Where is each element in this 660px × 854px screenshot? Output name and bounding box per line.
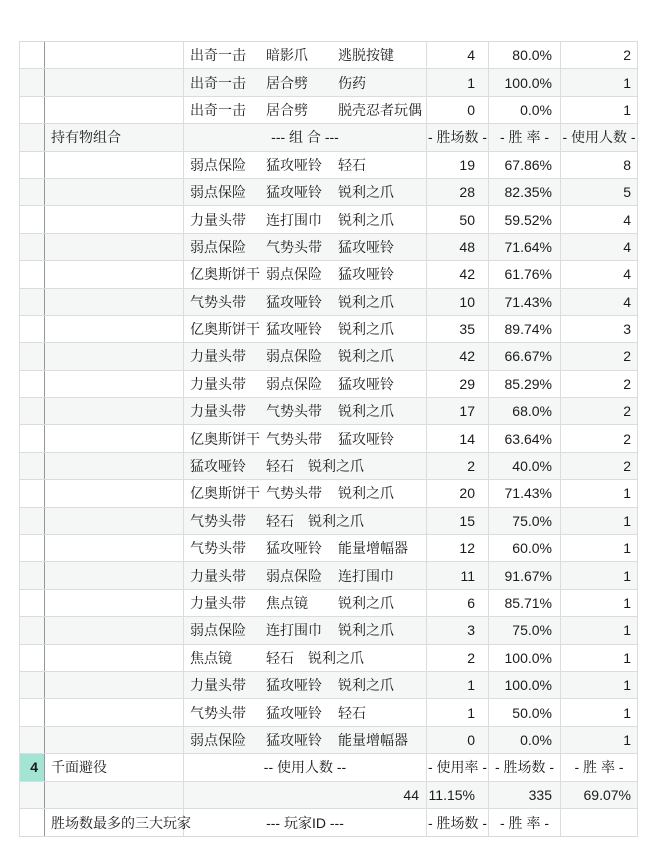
wins-cell: 14 bbox=[427, 425, 489, 451]
users-cell: 1 bbox=[623, 512, 631, 529]
row-number-cell bbox=[20, 672, 45, 698]
item-name: 锐利之爪 bbox=[308, 649, 364, 666]
item-name: 弱点保险 bbox=[190, 156, 246, 173]
combo-cell bbox=[184, 535, 427, 561]
item-name: 弱点保险 bbox=[190, 238, 246, 255]
item-name: 焦点镜 bbox=[190, 649, 232, 666]
row-number-cell bbox=[20, 69, 45, 95]
item-name: 锐利之爪 bbox=[338, 211, 394, 228]
users-cell: 4 bbox=[623, 266, 631, 283]
item-name: 气势头带 bbox=[266, 403, 322, 420]
row-number-cell bbox=[20, 809, 45, 836]
row-number-cell bbox=[20, 699, 45, 725]
item-name: 气势头带 bbox=[190, 512, 246, 529]
table-row bbox=[20, 179, 637, 206]
wins-cell: 10 bbox=[427, 289, 489, 315]
row-number-cell bbox=[20, 179, 45, 205]
users-cell: 2 bbox=[623, 47, 631, 64]
win-rate-cell: 0.0% bbox=[489, 727, 561, 753]
wins-cell: 0 bbox=[427, 727, 489, 753]
users-cell: 8 bbox=[623, 156, 631, 173]
item-name: 锐利之爪 bbox=[338, 485, 394, 502]
group-label-cell bbox=[45, 289, 184, 315]
win-rate-cell: 68.0% bbox=[489, 398, 561, 424]
item-name: 连打围巾 bbox=[266, 211, 322, 228]
combo-cell bbox=[184, 371, 427, 397]
wins-cell: 17 bbox=[427, 398, 489, 424]
group-label-cell bbox=[45, 343, 184, 369]
section-header-row bbox=[20, 809, 637, 836]
mid-value-cell: 44 bbox=[184, 782, 427, 808]
item-name: 锐利之爪 bbox=[338, 293, 394, 310]
win-rate-cell: 89.74% bbox=[489, 316, 561, 342]
group-label-cell bbox=[45, 508, 184, 534]
row-number-cell bbox=[20, 480, 45, 506]
item-name: 锐利之爪 bbox=[338, 348, 394, 365]
item-name: 锐利之爪 bbox=[308, 458, 364, 475]
row-number-cell bbox=[20, 425, 45, 451]
table-row bbox=[20, 371, 637, 398]
win-rate-cell: 60.0% bbox=[489, 535, 561, 561]
item-name: 猛攻哑铃 bbox=[266, 540, 322, 557]
row-number-cell bbox=[20, 535, 45, 561]
section-header-row bbox=[20, 754, 637, 781]
wins-cell: 1 bbox=[427, 699, 489, 725]
combo-header-cell: --- 玩家ID --- bbox=[184, 809, 427, 836]
item-name: 弱点保险 bbox=[266, 375, 322, 392]
wins-cell: 2 bbox=[427, 453, 489, 479]
item-name: 猛攻哑铃 bbox=[266, 321, 322, 338]
wins-cell: 19 bbox=[427, 152, 489, 178]
win-rate-cell: 75.0% bbox=[489, 508, 561, 534]
item-name: 弱点保险 bbox=[190, 184, 246, 201]
group-label-cell bbox=[45, 699, 184, 725]
wins-cell: 6 bbox=[427, 590, 489, 616]
win-rate-cell: 59.52% bbox=[489, 206, 561, 232]
item-name: 锐利之爪 bbox=[338, 184, 394, 201]
wins-cell: 42 bbox=[427, 343, 489, 369]
combo-cell bbox=[184, 42, 427, 68]
column-header-wins: - 胜场数 - bbox=[427, 809, 489, 836]
row-number-cell bbox=[20, 97, 45, 123]
item-name: 弱点保险 bbox=[190, 622, 246, 639]
item-name: 弱点保险 bbox=[266, 348, 322, 365]
row-number-cell bbox=[20, 590, 45, 616]
combo-cell bbox=[184, 562, 427, 588]
column-header-users: - 使用人数 - bbox=[562, 129, 636, 146]
item-name: 猛攻哑铃 bbox=[338, 430, 394, 447]
item-name: 猛攻哑铃 bbox=[338, 238, 394, 255]
item-name: 猛攻哑铃 bbox=[338, 375, 394, 392]
item-name: 轻石 bbox=[338, 156, 366, 173]
users-cell: 4 bbox=[623, 211, 631, 228]
table-row bbox=[20, 289, 637, 316]
group-label-cell bbox=[45, 152, 184, 178]
group-label-cell bbox=[45, 645, 184, 671]
combo-cell bbox=[184, 97, 427, 123]
item-name: 气势头带 bbox=[266, 430, 322, 447]
item-name: 连打围巾 bbox=[338, 567, 394, 584]
group-label-cell bbox=[45, 782, 184, 808]
item-name: 锐利之爪 bbox=[338, 321, 394, 338]
table-row bbox=[20, 425, 637, 452]
wins-cell: 1 bbox=[427, 672, 489, 698]
item-name: 轻石 bbox=[266, 649, 294, 666]
group-label-cell bbox=[45, 206, 184, 232]
column-header-wins: - 胜场数 - bbox=[427, 124, 489, 150]
row-number-cell bbox=[20, 782, 45, 808]
combo-cell bbox=[184, 179, 427, 205]
combo-cell bbox=[184, 508, 427, 534]
row-number-cell bbox=[20, 727, 45, 753]
win-rate-cell: 82.35% bbox=[489, 179, 561, 205]
win-rate-cell: 61.76% bbox=[489, 261, 561, 287]
table-row bbox=[20, 727, 637, 754]
wins-cell: 29 bbox=[427, 371, 489, 397]
wins-cell: 0 bbox=[427, 97, 489, 123]
users-cell: 5 bbox=[623, 184, 631, 201]
item-name: 气势头带 bbox=[190, 704, 246, 721]
combo-cell bbox=[184, 617, 427, 643]
row-number-cell bbox=[20, 234, 45, 260]
win-rate-cell: 0.0% bbox=[489, 97, 561, 123]
wins-cell: 15 bbox=[427, 508, 489, 534]
item-name: 力量头带 bbox=[190, 595, 246, 611]
column-header-rate: - 胜 率 - bbox=[489, 809, 561, 836]
users-cell: 2 bbox=[623, 430, 631, 447]
group-label-cell bbox=[45, 398, 184, 424]
win-rate-cell: 85.29% bbox=[489, 371, 561, 397]
win-rate-cell: 66.67% bbox=[489, 343, 561, 369]
win-rate-cell: 67.86% bbox=[489, 152, 561, 178]
item-name: 气势头带 bbox=[190, 293, 246, 310]
combo-cell bbox=[184, 645, 427, 671]
group-label-cell bbox=[45, 261, 184, 287]
wins-cell: 3 bbox=[427, 617, 489, 643]
column-header-rate: - 胜 率 - bbox=[489, 124, 561, 150]
wins-cell: 11.15% bbox=[427, 782, 489, 808]
item-name: 亿奥斯饼干 bbox=[190, 321, 260, 338]
users-cell: 1 bbox=[623, 540, 631, 557]
item-name: 出奇一击 bbox=[190, 74, 246, 91]
item-name: 轻石 bbox=[266, 458, 294, 475]
users-cell: 2 bbox=[623, 403, 631, 420]
group-label-cell: 千面避役 bbox=[45, 754, 184, 780]
row-number-cell bbox=[20, 343, 45, 369]
users-cell: 4 bbox=[623, 238, 631, 255]
item-name: 锐利之爪 bbox=[338, 677, 394, 694]
group-label-cell bbox=[45, 316, 184, 342]
item-name: 力量头带 bbox=[190, 348, 246, 365]
table-row bbox=[20, 562, 637, 589]
item-name: 猛攻哑铃 bbox=[266, 293, 322, 310]
row-number-cell bbox=[20, 42, 45, 68]
table-row bbox=[20, 316, 637, 343]
item-name: 气势头带 bbox=[190, 540, 246, 557]
group-label-cell bbox=[45, 371, 184, 397]
row-number-cell bbox=[20, 124, 45, 150]
row-number-cell bbox=[20, 645, 45, 671]
table-row bbox=[20, 699, 637, 726]
users-cell: 69.07% bbox=[583, 786, 631, 803]
win-rate-cell: 85.71% bbox=[489, 590, 561, 616]
item-name: 亿奥斯饼干 bbox=[190, 266, 260, 283]
wins-cell: 35 bbox=[427, 316, 489, 342]
table-row bbox=[20, 42, 637, 69]
combo-cell bbox=[184, 343, 427, 369]
wins-cell: 4 bbox=[427, 42, 489, 68]
win-rate-cell: 63.64% bbox=[489, 425, 561, 451]
wins-cell: 11 bbox=[427, 562, 489, 588]
users-cell: 1 bbox=[623, 704, 631, 721]
win-rate-cell: 40.0% bbox=[489, 453, 561, 479]
users-cell: 1 bbox=[623, 677, 631, 694]
row-number-cell bbox=[20, 206, 45, 232]
item-name: 力量头带 bbox=[190, 403, 246, 420]
group-label-cell: 胜场数最多的三大玩家 bbox=[45, 809, 184, 836]
table-row bbox=[20, 261, 637, 288]
item-name: 居合劈 bbox=[266, 74, 308, 91]
item-name: 猛攻哑铃 bbox=[266, 677, 322, 694]
wins-cell: 28 bbox=[427, 179, 489, 205]
table-row bbox=[20, 69, 637, 96]
column-header-users bbox=[561, 809, 637, 836]
users-cell: 1 bbox=[623, 101, 631, 118]
item-name: 逃脱按键 bbox=[338, 47, 394, 64]
item-name: 连打围巾 bbox=[266, 622, 322, 639]
table-row bbox=[20, 672, 637, 699]
item-name: 焦点镜 bbox=[266, 595, 308, 611]
item-name: 锐利之爪 bbox=[308, 512, 364, 529]
win-rate-cell: 335 bbox=[489, 782, 561, 808]
item-name: 猛攻哑铃 bbox=[266, 156, 322, 173]
users-cell: 3 bbox=[623, 321, 631, 338]
wins-cell: 20 bbox=[427, 480, 489, 506]
row-number-cell bbox=[20, 398, 45, 424]
combo-cell bbox=[184, 590, 427, 616]
section-header-row bbox=[20, 124, 637, 151]
table-row bbox=[20, 590, 637, 617]
table-row bbox=[20, 617, 637, 644]
combo-cell bbox=[184, 425, 427, 451]
item-name: 亿奥斯饼干 bbox=[190, 485, 260, 502]
row-number-cell: 4 bbox=[20, 754, 45, 780]
row-number-cell bbox=[20, 316, 45, 342]
column-header-users: - 胜 率 - bbox=[574, 759, 624, 776]
table-row bbox=[20, 453, 637, 480]
combo-cell bbox=[184, 261, 427, 287]
row-number-cell bbox=[20, 453, 45, 479]
users-cell: 4 bbox=[623, 293, 631, 310]
item-name: 能量增幅器 bbox=[338, 731, 408, 748]
combo-cell bbox=[184, 699, 427, 725]
wins-cell: 12 bbox=[427, 535, 489, 561]
item-name: 气势头带 bbox=[266, 238, 322, 255]
row-number-cell bbox=[20, 261, 45, 287]
combo-cell bbox=[184, 152, 427, 178]
combo-header-cell: -- 使用人数 -- bbox=[184, 754, 427, 780]
item-name: 脱壳忍者玩偶 bbox=[338, 101, 422, 118]
column-header-rate: - 胜场数 - bbox=[489, 754, 561, 780]
group-label-cell bbox=[45, 590, 184, 616]
win-rate-cell: 100.0% bbox=[489, 645, 561, 671]
users-cell: 1 bbox=[623, 485, 631, 502]
win-rate-cell: 71.43% bbox=[489, 480, 561, 506]
group-label-cell bbox=[45, 69, 184, 95]
item-name: 气势头带 bbox=[266, 485, 322, 502]
row-number-cell bbox=[20, 371, 45, 397]
wins-cell: 2 bbox=[427, 645, 489, 671]
combo-cell bbox=[184, 727, 427, 753]
combo-cell bbox=[184, 289, 427, 315]
item-name: 暗影爪 bbox=[266, 47, 308, 64]
item-name: 锐利之爪 bbox=[338, 622, 394, 639]
group-label-cell bbox=[45, 562, 184, 588]
users-cell: 2 bbox=[623, 375, 631, 392]
group-label-cell bbox=[45, 97, 184, 123]
group-label-cell bbox=[45, 672, 184, 698]
group-label-cell bbox=[45, 234, 184, 260]
row-number-cell bbox=[20, 289, 45, 315]
users-cell: 2 bbox=[623, 348, 631, 365]
item-name: 力量头带 bbox=[190, 211, 246, 228]
item-name: 猛攻哑铃 bbox=[266, 184, 322, 201]
win-rate-cell: 71.43% bbox=[489, 289, 561, 315]
win-rate-cell: 71.64% bbox=[489, 234, 561, 260]
group-label-cell bbox=[45, 535, 184, 561]
row-number-cell bbox=[20, 508, 45, 534]
group-label-cell: 持有物组合 bbox=[45, 124, 184, 150]
group-label-cell bbox=[45, 480, 184, 506]
users-cell: 1 bbox=[623, 567, 631, 584]
users-cell: 1 bbox=[623, 74, 631, 91]
combo-cell bbox=[184, 398, 427, 424]
column-header-wins: - 使用率 - bbox=[427, 754, 489, 780]
table-row bbox=[20, 480, 637, 507]
item-name: 出奇一击 bbox=[190, 101, 246, 118]
combo-cell bbox=[184, 453, 427, 479]
users-cell: 1 bbox=[623, 649, 631, 666]
wins-cell: 48 bbox=[427, 234, 489, 260]
win-rate-cell: 91.67% bbox=[489, 562, 561, 588]
combo-cell bbox=[184, 480, 427, 506]
combo-cell bbox=[184, 672, 427, 698]
combo-header-cell: --- 组 合 --- bbox=[184, 124, 427, 150]
table-row bbox=[20, 97, 637, 124]
group-label-cell bbox=[45, 727, 184, 753]
group-label-cell bbox=[45, 179, 184, 205]
users-cell: 1 bbox=[623, 731, 631, 748]
table-row bbox=[20, 535, 637, 562]
win-rate-cell: 50.0% bbox=[489, 699, 561, 725]
item-name: 猛攻哑铃 bbox=[338, 266, 394, 283]
win-rate-cell: 75.0% bbox=[489, 617, 561, 643]
group-label-cell bbox=[45, 453, 184, 479]
item-name: 轻石 bbox=[338, 704, 366, 721]
combo-cell bbox=[184, 69, 427, 95]
table-row bbox=[20, 206, 637, 233]
table-row bbox=[20, 234, 637, 261]
wins-cell: 42 bbox=[427, 261, 489, 287]
item-name: 弱点保险 bbox=[266, 266, 322, 283]
group-label-cell bbox=[45, 617, 184, 643]
item-name: 力量头带 bbox=[190, 375, 246, 392]
win-rate-cell: 100.0% bbox=[489, 672, 561, 698]
combo-cell bbox=[184, 234, 427, 260]
wins-cell: 50 bbox=[427, 206, 489, 232]
item-name: 猛攻哑铃 bbox=[266, 704, 322, 721]
wins-cell: 1 bbox=[427, 69, 489, 95]
item-name: 锐利之爪 bbox=[338, 403, 394, 420]
item-name: 出奇一击 bbox=[190, 47, 246, 64]
row-number-cell bbox=[20, 152, 45, 178]
group-label-cell bbox=[45, 425, 184, 451]
table-row bbox=[20, 645, 637, 672]
combo-cell bbox=[184, 206, 427, 232]
item-name: 力量头带 bbox=[190, 567, 246, 584]
item-name: 轻石 bbox=[266, 512, 294, 529]
users-cell: 1 bbox=[623, 622, 631, 639]
row-number-cell bbox=[20, 617, 45, 643]
table-row bbox=[20, 152, 637, 179]
group-label-cell bbox=[45, 42, 184, 68]
win-rate-cell: 80.0% bbox=[489, 42, 561, 68]
item-name: 锐利之爪 bbox=[338, 595, 394, 611]
item-name: 弱点保险 bbox=[190, 731, 246, 748]
item-name: 弱点保险 bbox=[266, 567, 322, 584]
combo-cell bbox=[184, 316, 427, 342]
item-name: 能量增幅器 bbox=[338, 540, 408, 557]
stats-table bbox=[19, 41, 638, 837]
item-name: 力量头带 bbox=[190, 677, 246, 694]
item-name: 居合劈 bbox=[266, 101, 308, 118]
table-row bbox=[20, 508, 637, 535]
table-row bbox=[20, 398, 637, 425]
item-name: 伤药 bbox=[338, 74, 366, 91]
win-rate-cell: 100.0% bbox=[489, 69, 561, 95]
totals-row bbox=[20, 782, 637, 809]
item-name: 猛攻哑铃 bbox=[266, 731, 322, 748]
table-row bbox=[20, 343, 637, 370]
users-cell: 1 bbox=[623, 595, 631, 611]
users-cell: 2 bbox=[623, 458, 631, 475]
item-name: 猛攻哑铃 bbox=[190, 458, 246, 475]
row-number-cell bbox=[20, 562, 45, 588]
item-name: 亿奥斯饼干 bbox=[190, 430, 260, 447]
